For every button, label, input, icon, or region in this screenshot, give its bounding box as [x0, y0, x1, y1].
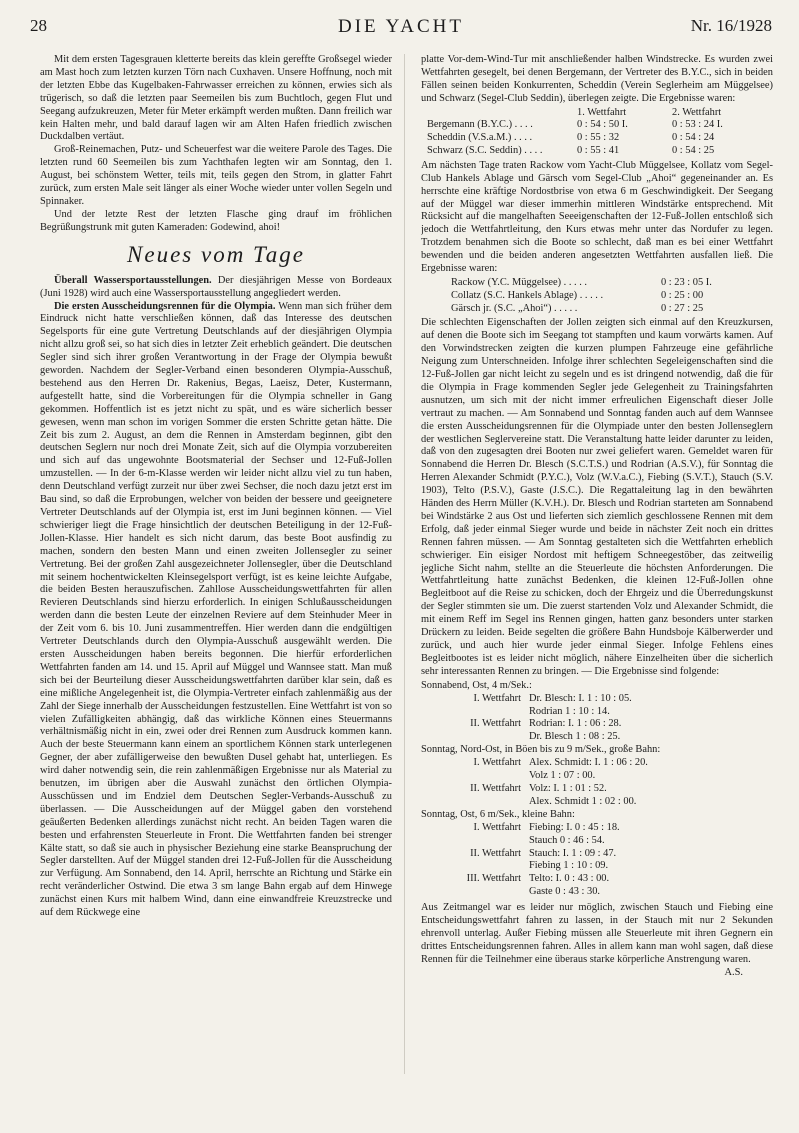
race-row — [421, 886, 773, 899]
results-table — [451, 277, 773, 315]
time-2: 0 : 54 : 25 — [672, 145, 715, 157]
race-day: Sonntag, Ost, 6 m/Sek., kleine Bahn: — [421, 808, 575, 820]
race-row — [421, 731, 773, 744]
race-row — [421, 860, 773, 873]
race-results — [421, 680, 773, 899]
race-label: II. Wettfahrt — [470, 782, 521, 794]
results-row — [451, 290, 773, 303]
race-label: II. Wettfahrt — [470, 718, 521, 730]
time-2: 0 : 53 : 24 I. — [672, 119, 723, 131]
section-title: Neues vom Tage — [127, 241, 305, 267]
paragraph: Aus Zeitmangel war es leider nur möglich, zwischen Stauch und Fiebing eine Entscheidungswettfahrt fahren zu lassen, in der Stauch mit nur 2 Sekunden ehrenvoll unterlag. Außer Fiebing müssen alle Steuerleute mit ihren Gegnern ein drittes Entscheidungsrennen fahren. Alles in allem kann man wohl sagen, daß diese Rennen für die Teilnehmer eine überaus starke körperliche Anstrengung waren. — [421, 902, 773, 965]
race-value: Fiebing: I. 0 : 45 : 18. — [529, 821, 620, 833]
race-value: Alex. Schmidt 1 : 02 : 00. — [529, 795, 637, 807]
results-row — [427, 145, 757, 158]
race-value: Volz 1 : 07 : 00. — [529, 770, 596, 782]
race-value: Dr. Blesch 1 : 08 : 25. — [529, 731, 621, 743]
race-label — [421, 886, 529, 899]
paragraph: Die schlechten Eigenschaften der Jollen zeigten sich einmal auf den Kreuzkursen, auf denen die Boote sich im Seegang tot stampften und kaum vorwärts kamen. Auf den Vorwindstrecken zeigten die kurzen plumpen Fahrzeuge eine gefährliche Neigung zum Unterschneiden. Infolge ihrer schlechten Segeleigenschaften sind die 12-Fuß-Jollen gar nicht leicht zu segeln und es ist dringend notwendig, daß die für die Olympia in Frage kommenden Segler jede Gelegenheit zu Trainingsfahrten ausnutzen, um sich mit der nicht immer erfreulichen Eigenschaft dieser Jolle vertraut zu machen. — Am Sonnabend und Sonntag fanden auch auf dem Wannsee die ersten Ausscheidungsrennen für die Olympiade unter den besten Jollenseglern der westlichen Seglervereine statt. Die Veranstaltung hatte leider darunter zu leiden, daß von den zugesagten drei Booten nur zwei geliefert waren. Gemeldet waren für Sonnabend die Herren Dr. Blesch (S.C.T.S.) und Rodrian (A.S.V.), für Sonntag die Herren Alexander Schmidt (P.Y.C.), Volz (W.V.a.C.), Fiebing (S.V.T.), Stauch (S.V. 1903), Telto (P.S.V.), Gaste (J.S.C.). Die Regattaleitung lag in den bewährten Händen des Herrn Müller (K.V.H.). Dr. Blesch und Rodrian starteten am Sonnabend bei Windstärke 2 aus Ost und lieferten sich ziemlich geschlossene Rennen mit dem Erfolg, daß jeder einmal Sieger wurde und beide in nächster Zeit noch ein drittes Rennen fahren müssen. — Am Sonntag gestalteten sich die Wettfahrten erheblich schwieriger. Ein eisiger Nordost mit heftigem Schneegestöber, das zeitweilig jegliche Sicht nahm, stellte an die Steuerleute die höchsten Anforderungen. Die Wettfahrtleitung hatte zunächst Bedenken, die kleinen 12-Fuß-Jollen ohne Begleitboot auf die Reise zu schicken, doch der Ehrgeiz und die Überredungskunst der Segler stimmten sie um. Die zuerst startenden Volz und Alexander Schmidt, die mit einem Reff im Segel ins Rennen gingen, hatten ganz besonders unter starken Drückern zu leiden. Beide segelten die größere Bahn Hundsboje Kälberwerder und zurück, und auch hier wurde jeder einmal Sieger. Infolge Fehlens eines Begleitbootes ist es leider nicht möglich, nähere Einzelheiten über die sicherlich sehr interessanten Rennen zu bringen. — Die Ergebnisse sind folgende: — [421, 317, 773, 677]
race-label: I. Wettfahrt — [473, 692, 521, 704]
race-row — [421, 822, 773, 835]
results-header — [427, 107, 757, 120]
race-value: Rodrian 1 : 10 : 14. — [529, 705, 610, 717]
race-row — [421, 796, 773, 809]
news-lead: Die ersten Ausscheidungsrennen für die Olympia. — [54, 300, 276, 312]
news-item — [40, 301, 392, 921]
race-value: Stauch 0 : 46 : 54. — [529, 834, 605, 846]
time: 0 : 27 : 25 — [661, 302, 704, 314]
race-value: Fiebing 1 : 10 : 09. — [529, 860, 609, 872]
race-row — [421, 783, 773, 796]
right-column — [421, 54, 773, 1114]
race-label: I. Wettfahrt — [473, 757, 521, 769]
race-label — [421, 860, 529, 873]
race-label: III. Wettfahrt — [466, 873, 521, 885]
sailor-name: Schwarz (S.C. Seddin) . . . . — [427, 145, 543, 157]
time-1: 0 : 55 : 32 — [577, 132, 620, 144]
race-label — [421, 835, 529, 848]
results-row — [427, 119, 757, 132]
left-column — [40, 54, 392, 1094]
race-value: Stauch: I. 1 : 09 : 47. — [529, 847, 617, 859]
news-text: Der diesjährigen Messe von Bordeaux (Juni 1928) wird auch eine Wassersportausstellung angegliedert werden. — [40, 274, 392, 299]
time-1: 0 : 55 : 41 — [577, 145, 620, 157]
race-value: Gaste 0 : 43 : 30. — [529, 886, 600, 898]
race-value: Alex. Schmidt: I. 1 : 06 : 20. — [529, 757, 648, 769]
results-row — [427, 132, 757, 145]
issue-number: Nr. 16/1928 — [690, 16, 772, 35]
race-value: Telto: I. 0 : 43 : 00. — [529, 873, 610, 885]
race-row — [421, 835, 773, 848]
sailor-name: Scheddin (V.S.a.M.) . . . . — [427, 132, 533, 144]
race-row — [421, 873, 773, 886]
race-label — [421, 731, 529, 744]
results-row — [451, 277, 773, 290]
time: 0 : 23 : 05 I. — [661, 276, 712, 288]
race-value: Dr. Blesch: I. 1 : 10 : 05. — [529, 692, 632, 704]
results-row — [451, 303, 773, 316]
page-number: 28 — [30, 16, 47, 35]
race-label: II. Wettfahrt — [470, 847, 521, 859]
race-row — [421, 757, 773, 770]
race-day: Sonntag, Nord-Ost, in Böen bis zu 9 m/Sek., große Bahn: — [421, 744, 661, 756]
time: 0 : 25 : 00 — [661, 289, 704, 301]
race-label: I. Wettfahrt — [473, 821, 521, 833]
race-row — [421, 718, 773, 731]
results-col-2: 2. Wettfahrt — [672, 106, 722, 118]
news-text: Wenn man sich früher dem Eindruck nicht hatte verschließen können, daß das Interesse des deutschen Segelsports für eine gute Vertretung Deutschlands auf der diesjährigen Olympia nicht allzu groß sei, so hat sich dies in letzter Zeit erheblich geändert. Die deutschen Segler sind sich ihrer großen Verantwortung in der Frage der Olympia bewußt geworden. Nachdem der Segler-Verband einen besonderen Olympia-Ausschuß, bestehend aus den Herren Dr. Rakenius, Begas, Laeisz, Deter, Kustermann, aufgestellt hatte, sind die Vorbereitungen für die Olympia schneller in Gang gekommen. Hoffentlich ist es jetzt nicht zu spät, und es wäre sicherlich besser gewesen, wenn man schon im vorigen Sommer die ersten Schritte getan hätte. Die Zeit bis zum 2. August, an dem die Rennen in Amsterdam beginnen, gibt den deutschen Seglern nur noch drei Monate Zeit, sich auf die Olympia vorzubereiten und sich auf das ungewohnte Bootsmaterial der Sechser und 12-Fuß-Jollen umzustellen. — In der 6-m-Klasse werden wir leider nicht allzu viel zu tun haben, denn Deutschland verfügt zurzeit nur über zwei Sechser, die noch dazu jetzt erst im Bau sind, so daß die Erprobungen, welcher von beiden der bessere und geeignetere Vertreter Deutschlands auf der Olympia ist, erst im Juni beginnen können. — Viel schwieriger liegt die Frage hinsichtlich der deutschen Beteiligung in der 12-Fuß-Jollen-Klasse. Hier handelt es sich nicht darum, das beste Boot ausfindig zu machen, sondern den besten Mann und einen zweiten Jollensegler zu seiner Vertretung. Bei der großen Zahl ausgezeichneter Jollensegler, über die Deutschland mit seinem hochentwickelten Kleinsegelsport verfügt, ist es keine leichte Aufgabe, die beiden Besten herauszufischen. Zahllose Ausscheidungswettfahrten für allen Revieren Deutschlands sind hierzu erforderlich. In einigen Schlußausscheidungen werden dann die besten Leute der einzelnen Reviere auf dem Steinhuder Meer in der Zeit vom 6. bis 10. Juni zusammentreffen. Hier werden dann die endgültigen Vertreter Deutschlands durch den Olympia-Ausschuß ausgewählt werden. Die ersten Ausscheidungen haben bereits begonnen. Die hierfür erforderlichen Wettfahrten fanden am 14. und 15. April auf Müggel und Wannsee statt. Man muß sich bei der Beurteilung dieser Ausscheidungswettfahrten darüber klar sein, daß es eine mißliche Angelegenheit ist, die Olympia-Vertreter einfach zahlenmäßig aus der Zahl der Siege innerhalb der Ausscheidungen festzustellen. Eine Wettfahrt ist von so vielen Zufälligkeiten abhängig, daß das wirkliche Können eines Steuermanns verhältnismäßig nicht in ein, zwei oder drei Rennen zum Ausdruck kommen kann. Auch der beste Steuermann kann einem an sportlichem Können stark unterlegenen Gegner, der aber zufälligerweise den bewußten Dusel gehabt hat, unterliegen. Es wird daher notwendig sein, die rein zahlenmäßigen Ergebnisse nur als Material zu benutzen, im übrigen aber die Auswahl zunächst den örtlichen Olympia-Ausschüssen und im Endziel dem Deutschen Segler-Verbands-Ausschuß zu überlassen. — Die Ausscheidungen auf der Müggel gaben den vorstehend geäußerten Bedenken allerdings zunächst nicht recht. An beiden Tagen waren die besten und erfahrensten Steuerleute in Front. Die Wettfahrten fanden bei strenger Kälte statt, so daß sie auch in physischer Beziehung eine starke Beanspruchung der Segler darstellten. Auf der Müggel standen drei 12-Fuß-Jollen für die Ausscheidung zur Verfügung. Am Sonnabend, den 14. April, herrschte an Richtung und Stärke ein recht veränderlicher Ostwind. Die etwa 3 sm lange Bahn ergab auf dem Hinwege zunächst einen Kurs mit halbem Wind, dann eine einwandfreie Kreuzstrecke und auf dem Rückwege eine — [40, 300, 392, 919]
race-day: Sonnabend, Ost, 4 m/Sek.: — [421, 679, 532, 691]
news-lead: Überall Wassersportausstellungen. — [54, 274, 212, 286]
race-row — [421, 693, 773, 706]
race-label — [421, 706, 529, 719]
sailor-name: Bergemann (B.Y.C.) . . . . — [427, 119, 533, 131]
news-item — [40, 275, 392, 301]
race-label — [421, 770, 529, 783]
page-header — [30, 16, 772, 40]
race-value: Volz: I. 1 : 01 : 52. — [529, 782, 607, 794]
paragraph: Mit dem ersten Tagesgrauen kletterte bereits das klein gereffte Großsegel wieder am Mast hoch zum letzten kurzen Törn nach Cuxhaven. Unsere Hoffnung, noch mit der letzten Ebbe das Kugelbaken-Fahrwasser erreichen zu können, erwies sich als trügerisch, so daß die letzten paar Seemeilen bis zum Buchtloch, gegen Flut und Seegang aufzukreuzen, Meter für Meter erkämpft werden mußten. Dann freilich war kein Halten mehr, und bald darauf lagen wir am Alten Hafen friedlich zwischen Duckdalben vertäut. — [40, 54, 392, 143]
paragraph: Am nächsten Tage traten Rackow vom Yacht-Club Müggelsee, Kollatz vom Segel-Club Hankels Ablage und Gärsch vom Segel-Club „Ahoi“ gegeneinander an. Es herrschte eine kräftige Nordostbrise von etwa 6 m Geschwindigkeit. Der Seegang auf der Müggel war dieser immerhin mittleren Windstärke entsprechend. Mit Rücksicht auf die mangelhaften Seeeigenschaften der 12-Fuß-Jollen entschloß sich jedoch die Wettfahrtleitung, den Kurs etwas mehr unter das Nordufer zu legen. Trotzdem benahmen sich die Boote so schlecht, daß man es bei einer Wettfahrt bewenden und die beiden anderen angesetzten Wettfahrten ausfallen ließ. Die Ergebnisse waren: — [421, 159, 773, 275]
race-value: Rodrian: I. 1 : 06 : 28. — [529, 718, 622, 730]
race-label — [421, 796, 529, 809]
race-row — [421, 770, 773, 783]
results-col-1: 1. Wettfahrt — [577, 106, 627, 118]
sailor-name: Collatz (S.C. Hankels Ablage) . . . . . — [451, 289, 604, 301]
race-row — [421, 706, 773, 719]
author-signature: A.S. — [724, 966, 743, 978]
time-1: 0 : 54 : 50 I. — [577, 119, 628, 131]
column-divider — [404, 54, 405, 1074]
sailor-name: Gärsch jr. (S.C. „Ahoi“) . . . . . — [451, 302, 578, 314]
race-row — [421, 848, 773, 861]
paragraph: platte Vor-dem-Wind-Tur mit anschließender halben Windstrecke. Es wurden zwei Wettfahrten gesegelt, bei denen Bergemann, der Vertreter des B.Y.C., sich in beiden Fällen seinen beiden Konkurrenten, Scheddin (Verein Seglerheim am Müggelsee) und Schwarz (Segel-Club Seddin), überlegen zeigte. Die Ergebnisse waren: — [421, 54, 773, 104]
magazine-title: DIE YACHT — [337, 16, 465, 37]
time-2: 0 : 54 : 24 — [672, 132, 715, 144]
paragraph: Und der letzte Rest der letzten Flasche ging drauf im fröhlichen Begrüßungstrunk mit guten Kameraden: Godewind, ahoi! — [40, 208, 392, 233]
results-table — [427, 107, 757, 158]
paragraph: Groß-Reinemachen, Putz- und Scheuerfest war die weitere Parole des Tages. Die letzten rund 60 Seemeilen bis zum Yachthafen legten wir am Sonntag, den 1. August, bei schönstem Wetter, teils mit, teils gegen den Strom, in glatter Fahrt zurück, zum ersten Male seit länger als einer Woche wieder unter vollen Segeln und Spinnaker. — [40, 144, 392, 207]
sailor-name: Rackow (Y.C. Müggelsee) . . . . . — [451, 276, 588, 288]
